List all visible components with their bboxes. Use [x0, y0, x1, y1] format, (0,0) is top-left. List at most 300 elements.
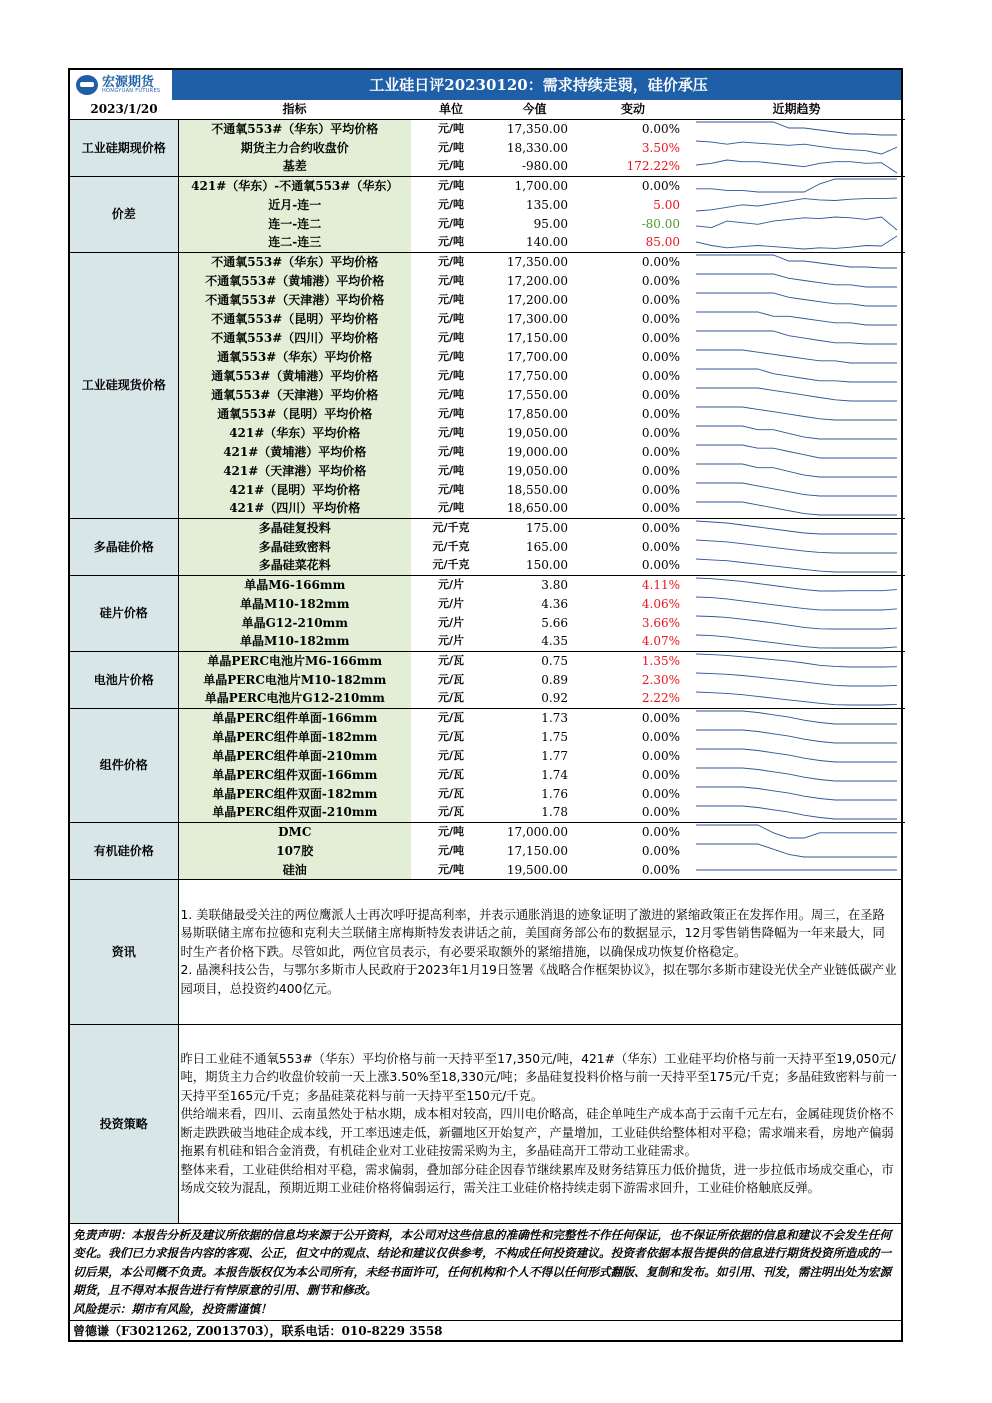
unit-cell: 元/瓦 — [437, 805, 465, 819]
sparkline-series — [696, 426, 897, 439]
indicator-cell: 通氧553#（华东）平均价格 — [178, 347, 411, 366]
sparkline — [694, 823, 899, 840]
unit-cell: 元/吨 — [437, 501, 465, 515]
logo-name-en: HONGYUAN FUTURES — [102, 88, 161, 94]
unit-cell: 元/瓦 — [437, 729, 465, 743]
sparkline — [694, 557, 899, 574]
unit-cell: 元/瓦 — [411, 651, 491, 670]
sparkline-series — [696, 749, 897, 762]
value-cell: 4.36 — [541, 596, 568, 611]
category-label: 电池片价格 — [70, 651, 178, 708]
indicator-cell: 不通氧553#（黄埔港）平均价格 — [178, 271, 411, 290]
value-cell: 17,350.00 — [491, 119, 578, 138]
unit-cell: 元/瓦 — [437, 691, 465, 705]
risk-note: 风险提示：期市有风险，投资需谨慎！ — [73, 1301, 272, 1316]
change-cell: 0.00% — [641, 558, 680, 573]
sparkline-series — [696, 274, 897, 287]
trend-cell — [688, 347, 905, 366]
unit-cell: 元/瓦 — [437, 767, 465, 781]
change-cell: 0.00% — [641, 425, 680, 440]
value-cell: 0.75 — [491, 651, 578, 670]
value-cell: 18,650.00 — [506, 501, 568, 516]
indicator-cell: 单晶PERC电池片G12-210mm — [178, 689, 411, 708]
table-row — [70, 784, 905, 803]
unit-cell: 元/吨 — [437, 197, 465, 211]
value-cell: 165.00 — [526, 539, 568, 554]
news-row — [70, 880, 901, 1025]
unit-cell: 元/片 — [437, 596, 465, 610]
unit-cell: 元/吨 — [437, 406, 465, 420]
change-cell: 0.00% — [641, 539, 680, 554]
table-row — [70, 708, 905, 727]
table-row — [70, 822, 905, 841]
trend-cell — [688, 423, 905, 442]
table-row — [70, 613, 905, 632]
indicator-cell: 不通氧553#（四川）平均价格 — [178, 328, 411, 347]
news-label: 资讯 — [70, 880, 178, 1025]
value-cell: 17,550.00 — [506, 387, 568, 402]
table-row — [70, 746, 905, 765]
indicator-cell: 单晶M6-166mm — [178, 575, 411, 594]
trend-cell — [688, 290, 905, 309]
sparkline-series — [696, 236, 897, 249]
change-cell: 2.22% — [641, 691, 680, 706]
indicator-cell: 单晶PERC组件单面-210mm — [178, 746, 411, 765]
sparkline-series — [696, 711, 897, 724]
sparkline-series — [696, 217, 897, 230]
logo-name-cn: 宏源期货 — [102, 75, 155, 90]
sparkline-series — [696, 521, 897, 534]
strategy-paragraph: 整体来看，工业硅供给相对平稳，需求偏弱，叠加部分硅企因春节继续累库及财务结算压力低价抛货，进一步拉低市场成交重心，市场成交较为混乱，预期近期工业硅价格将偏弱运行，需关注工业硅价格持续走弱下游需求回升，工业硅价格触底反弹。 — [180, 1162, 894, 1196]
trend-cell — [688, 708, 905, 727]
indicator-cell: 连二-连三 — [178, 233, 411, 252]
value-cell: 17,200.00 — [506, 292, 568, 307]
trend-cell — [688, 803, 905, 822]
table-body — [70, 119, 905, 879]
unit-cell: 元/吨 — [437, 216, 465, 230]
unit-cell: 元/千克 — [432, 539, 470, 553]
table-row — [70, 138, 905, 157]
sparkline-series — [696, 141, 897, 154]
unit-cell: 元/吨 — [437, 862, 465, 876]
sparkline — [694, 196, 899, 213]
indicator-cell: 421#（昆明）平均价格 — [178, 480, 411, 499]
value-cell: 1.75 — [541, 729, 568, 744]
unit-cell: 元/千克 — [411, 518, 491, 537]
table-row — [70, 385, 905, 404]
sparkline — [694, 861, 899, 878]
table-row — [70, 461, 905, 480]
table-row — [70, 860, 905, 879]
table-row — [70, 176, 905, 195]
sparkline — [694, 500, 899, 517]
unit-cell: 元/瓦 — [437, 786, 465, 800]
category-label: 多晶硅价格 — [70, 518, 178, 575]
trend-cell — [688, 556, 905, 575]
trend-cell — [688, 138, 905, 157]
category-label: 价差 — [70, 176, 178, 252]
table-header-row — [70, 100, 905, 119]
value-cell: 19,050.00 — [506, 463, 568, 478]
indicator-cell: 不通氧553#（昆明）平均价格 — [178, 309, 411, 328]
table-row — [70, 537, 905, 556]
unit-cell: 元/吨 — [437, 140, 465, 154]
report-title: 工业硅日评20230120：需求持续走弱，硅价承压 — [369, 76, 708, 94]
trend-cell — [688, 461, 905, 480]
value-cell: 150.00 — [526, 558, 568, 573]
change-cell: 0.00% — [641, 368, 680, 383]
value-cell: 17,200.00 — [506, 273, 568, 288]
change-cell: 0.00% — [641, 387, 680, 402]
change-cell: 5.00 — [653, 197, 680, 212]
change-cell: 4.07% — [641, 634, 680, 649]
change-cell: 172.22% — [626, 159, 680, 174]
sparkline — [694, 215, 899, 232]
table-row — [70, 632, 905, 651]
trend-cell — [688, 632, 905, 651]
news-paragraph: 1. 美联储最受关注的两位鹰派人士再次呼吁提高利率，并表示通胀消退的迹象证明了激进的紧缩政策正在发挥作用。周三，在圣路易斯联储主席布拉德和克利夫兰联储主席梅斯特发表讲话之前，美国商务部公布的数据显示，12月零售销售降幅为一年来最大，同时生产者价格下跌。尽管如此，两位官员表示，有必要采取额外的紧缩措施，以确保成功恢复价格稳定。 — [180, 907, 885, 959]
sparkline — [694, 329, 899, 346]
category-label: 组件价格 — [70, 708, 178, 822]
unit-cell: 元/片 — [437, 615, 465, 629]
company-logo — [70, 70, 174, 100]
change-cell: 0.00% — [578, 518, 688, 537]
category-label: 工业硅期现价格 — [70, 119, 178, 176]
change-cell: 0.00% — [641, 330, 680, 345]
sparkline-series — [696, 825, 897, 838]
change-cell: 4.06% — [641, 596, 680, 611]
indicator-cell: 421#（华东）-不通氧553#（华东） — [178, 176, 411, 195]
unit-cell: 元/吨 — [437, 482, 465, 496]
indicator-cell: 单晶PERC组件双面-166mm — [178, 765, 411, 784]
table-row — [70, 575, 905, 594]
value-cell: 140.00 — [526, 235, 568, 250]
value-cell: 5.66 — [541, 615, 568, 630]
table-row — [70, 309, 905, 328]
sparkline — [694, 481, 899, 498]
commentary-table — [70, 879, 901, 1223]
indicator-cell: 基差 — [178, 157, 411, 176]
sparkline — [694, 538, 899, 555]
table-row — [70, 290, 905, 309]
trend-cell — [688, 613, 905, 632]
change-header: 变动 — [578, 100, 688, 119]
unit-cell: 元/吨 — [411, 822, 491, 841]
indicator-cell: 单晶PERC电池片M6-166mm — [178, 651, 411, 670]
sparkline — [694, 519, 899, 536]
indicator-header: 指标 — [178, 100, 411, 119]
unit-cell: 元/吨 — [437, 368, 465, 382]
indicator-cell: 近月-连一 — [178, 195, 411, 214]
change-cell: 0.00% — [641, 292, 680, 307]
value-cell: 0.92 — [541, 691, 568, 706]
unit-cell: 元/吨 — [437, 235, 465, 249]
sparkline — [694, 234, 899, 251]
value-cell: 1.78 — [541, 805, 568, 820]
trend-cell — [688, 537, 905, 556]
sparkline — [694, 614, 899, 631]
sparkline — [694, 310, 899, 327]
sparkline-series — [696, 654, 897, 667]
change-cell: 0.00% — [641, 729, 680, 744]
change-cell: 0.00% — [578, 822, 688, 841]
change-cell: 0.00% — [641, 786, 680, 801]
sparkline — [694, 766, 899, 783]
sparkline-series — [696, 464, 897, 477]
table-row — [70, 442, 905, 461]
price-table — [70, 100, 905, 879]
change-cell: 2.30% — [641, 672, 680, 687]
strategy-body — [178, 1025, 901, 1223]
category-label: 工业硅现货价格 — [70, 252, 178, 518]
trend-cell — [688, 404, 905, 423]
change-cell: 0.00% — [641, 463, 680, 478]
value-cell: 1.77 — [541, 748, 568, 763]
trend-header: 近期趋势 — [688, 100, 905, 119]
table-row — [70, 157, 905, 176]
indicator-cell: 多晶硅菜花料 — [178, 556, 411, 575]
change-cell: 0.00% — [641, 748, 680, 763]
unit-cell: 元/片 — [411, 575, 491, 594]
trend-cell — [688, 670, 905, 689]
change-cell: 0.00% — [641, 501, 680, 516]
sparkline — [694, 728, 899, 745]
sparkline-series — [696, 407, 897, 420]
value-cell: 17,000.00 — [491, 822, 578, 841]
change-cell: 0.00% — [578, 119, 688, 138]
indicator-cell: 421#（黄埔港）平均价格 — [178, 442, 411, 461]
analyst-contact: 曾德谦（F3021262, Z0013703），联系电话：010-8229 3558 — [70, 1320, 901, 1340]
value-cell: 175.00 — [491, 518, 578, 537]
unit-cell: 元/瓦 — [411, 708, 491, 727]
trend-cell — [688, 176, 905, 195]
change-cell: 0.00% — [641, 805, 680, 820]
table-row — [70, 233, 905, 252]
sparkline-series — [696, 198, 897, 211]
table-row — [70, 670, 905, 689]
table-row — [70, 271, 905, 290]
value-cell: 17,700.00 — [506, 349, 568, 364]
indicator-cell: 单晶PERC电池片M10-182mm — [178, 670, 411, 689]
news-paragraph: 2. 晶澳科技公告，与鄂尔多斯市人民政府于2023年1月19日签署《战略合作框架协议》，拟在鄂尔多斯市建设光伏全产业链低碳产业园项目，总投资约400亿元。 — [180, 963, 897, 996]
sparkline — [694, 709, 899, 726]
value-cell: 17,750.00 — [506, 368, 568, 383]
indicator-cell: 421#（四川）平均价格 — [178, 499, 411, 518]
sparkline-series — [696, 844, 897, 857]
table-row — [70, 328, 905, 347]
table-row — [70, 119, 905, 138]
unit-cell: 元/片 — [437, 634, 465, 648]
unit-cell: 元/吨 — [437, 444, 465, 458]
indicator-cell: 连一-连二 — [178, 214, 411, 233]
trend-cell — [688, 784, 905, 803]
trend-cell — [688, 765, 905, 784]
table-row — [70, 366, 905, 385]
sparkline-series — [696, 179, 897, 192]
sparkline-series — [696, 806, 897, 819]
unit-header: 单位 — [411, 100, 491, 119]
table-row — [70, 651, 905, 670]
unit-cell: 元/吨 — [437, 292, 465, 306]
table-row — [70, 556, 905, 575]
category-label: 有机硅价格 — [70, 822, 178, 879]
change-cell: 3.50% — [641, 140, 680, 155]
report-header — [70, 70, 901, 100]
strategy-paragraph: 供给端来看，四川、云南虽然处于枯水期，成本相对较高，四川电价略高，硅企单吨生产成本高于云南千元左右，金属硅现货价格不断走跌跌破当地硅企成本线，开工率迅速走低，新疆地区开始复产，产量增加，工业硅供给整体相对平稳；需求端来看，房地产偏弱拖累有机硅和铝合金消费，有机硅企业对工业硅按需采购为主，多晶硅高开工带动工业硅需求。 — [180, 1107, 894, 1159]
unit-cell: 元/吨 — [437, 273, 465, 287]
sparkline — [694, 348, 899, 365]
sparkline — [694, 785, 899, 802]
indicator-cell: 多晶硅复投料 — [178, 518, 411, 537]
trend-cell — [688, 822, 905, 841]
trend-cell — [688, 214, 905, 233]
table-row — [70, 423, 905, 442]
unit-cell: 元/瓦 — [437, 672, 465, 686]
change-cell: 0.00% — [641, 767, 680, 782]
indicator-cell: 不通氧553#（天津港）平均价格 — [178, 290, 411, 309]
sparkline — [694, 842, 899, 859]
indicator-cell: 单晶PERC组件单面-166mm — [178, 708, 411, 727]
sparkline — [694, 405, 899, 422]
indicator-cell: 通氧553#（昆明）平均价格 — [178, 404, 411, 423]
value-cell: 1.73 — [491, 708, 578, 727]
sparkline-series — [696, 768, 897, 781]
sparkline — [694, 272, 899, 289]
table-row — [70, 594, 905, 613]
sparkline — [694, 139, 899, 156]
trend-cell — [688, 385, 905, 404]
value-cell: 17,300.00 — [506, 311, 568, 326]
table-row — [70, 195, 905, 214]
sparkline — [694, 690, 899, 707]
indicator-cell: 单晶PERC组件双面-210mm — [178, 803, 411, 822]
sparkline-series — [696, 312, 897, 325]
sparkline-series — [696, 483, 897, 496]
value-cell: 17,150.00 — [506, 330, 568, 345]
sparkline — [694, 671, 899, 688]
sparkline-series — [696, 730, 897, 743]
table-row — [70, 727, 905, 746]
unit-cell: 元/千克 — [432, 558, 470, 572]
sparkline-series — [696, 597, 897, 610]
change-cell: 0.00% — [641, 273, 680, 288]
logo-icon — [76, 75, 98, 95]
indicator-cell: 不通氧553#（华东）平均价格 — [178, 252, 411, 271]
unit-cell: 元/吨 — [411, 119, 491, 138]
sparkline — [694, 120, 899, 137]
strategy-label: 投资策略 — [70, 1025, 178, 1223]
unit-cell: 元/吨 — [437, 843, 465, 857]
sparkline — [694, 158, 899, 175]
change-cell: 0.00% — [641, 349, 680, 364]
indicator-cell: 单晶G12-210mm — [178, 613, 411, 632]
sparkline — [694, 443, 899, 460]
sparkline-series — [696, 122, 897, 135]
change-cell: 0.00% — [578, 708, 688, 727]
sparkline-series — [696, 369, 897, 382]
sparkline — [694, 462, 899, 479]
change-cell: 0.00% — [641, 444, 680, 459]
value-cell: 17,850.00 — [506, 406, 568, 421]
trend-cell — [688, 499, 905, 518]
trend-cell — [688, 689, 905, 708]
trend-cell — [688, 366, 905, 385]
trend-cell — [688, 746, 905, 765]
trend-cell — [688, 233, 905, 252]
value-cell: 17,350.00 — [491, 252, 578, 271]
sparkline — [694, 595, 899, 612]
trend-cell — [688, 594, 905, 613]
trend-cell — [688, 860, 905, 879]
indicator-cell: 通氧553#（天津港）平均价格 — [178, 385, 411, 404]
value-cell: 18,330.00 — [506, 140, 568, 155]
sparkline-series — [696, 502, 897, 515]
unit-cell: 元/吨 — [411, 176, 491, 195]
sparkline — [694, 177, 899, 194]
value-cell: 18,550.00 — [506, 482, 568, 497]
disclaimer-block — [70, 1223, 901, 1321]
sparkline-series — [696, 540, 897, 553]
value-cell: 95.00 — [533, 216, 568, 231]
table-row — [70, 803, 905, 822]
change-cell: 4.11% — [578, 575, 688, 594]
trend-cell — [688, 328, 905, 347]
table-row — [70, 518, 905, 537]
unit-cell: 元/吨 — [437, 159, 465, 173]
trend-cell — [688, 727, 905, 746]
table-row — [70, 499, 905, 518]
table-row — [70, 689, 905, 708]
unit-cell: 元/吨 — [411, 252, 491, 271]
table-row — [70, 841, 905, 860]
sparkline — [694, 291, 899, 308]
trend-cell — [688, 518, 905, 537]
value-cell: 1.74 — [541, 767, 568, 782]
change-cell: 0.00% — [641, 843, 680, 858]
indicator-cell: 通氧553#（黄埔港）平均价格 — [178, 366, 411, 385]
change-cell: 0.00% — [641, 406, 680, 421]
sparkline — [694, 804, 899, 821]
strategy-row — [70, 1025, 901, 1223]
sparkline-series — [696, 635, 897, 648]
indicator-cell: 单晶PERC组件双面-182mm — [178, 784, 411, 803]
date-header: 2023/1/20 — [70, 100, 178, 119]
indicator-cell: 不通氧553#（华东）平均价格 — [178, 119, 411, 138]
trend-cell — [688, 195, 905, 214]
indicator-cell: 421#（华东）平均价格 — [178, 423, 411, 442]
value-cell: -980.00 — [521, 159, 568, 174]
change-cell: 3.66% — [641, 615, 680, 630]
indicator-cell: 421#（天津港）平均价格 — [178, 461, 411, 480]
trend-cell — [688, 252, 905, 271]
trend-cell — [688, 271, 905, 290]
value-cell: 1,700.00 — [491, 176, 578, 195]
sparkline-series — [696, 445, 897, 458]
unit-cell: 元/瓦 — [437, 748, 465, 762]
unit-cell: 元/吨 — [437, 425, 465, 439]
indicator-cell: 期货主力合约收盘价 — [178, 138, 411, 157]
change-cell: 0.00% — [641, 482, 680, 497]
sparkline — [694, 576, 899, 593]
indicator-cell: 多晶硅致密料 — [178, 537, 411, 556]
trend-cell — [688, 157, 905, 176]
table-row — [70, 765, 905, 784]
value-cell: 3.80 — [491, 575, 578, 594]
indicator-cell: 单晶PERC组件单面-182mm — [178, 727, 411, 746]
strategy-paragraph: 昨日工业硅不通氧553#（华东）平均价格与前一天持平至17,350元/吨，421#（华东）工业硅平均价格与前一天持平至19,050元/吨，期货主力合约收盘价较前一天上涨3.50%至18,330元/吨；多晶硅复投料价格与前一天持平至175元/千克；多晶硅致密料与前一天持平至165元/千克；多晶硅菜花料与前一天持平至150元/千克。 — [180, 1051, 897, 1103]
trend-cell — [688, 651, 905, 670]
sparkline-series — [696, 787, 897, 800]
